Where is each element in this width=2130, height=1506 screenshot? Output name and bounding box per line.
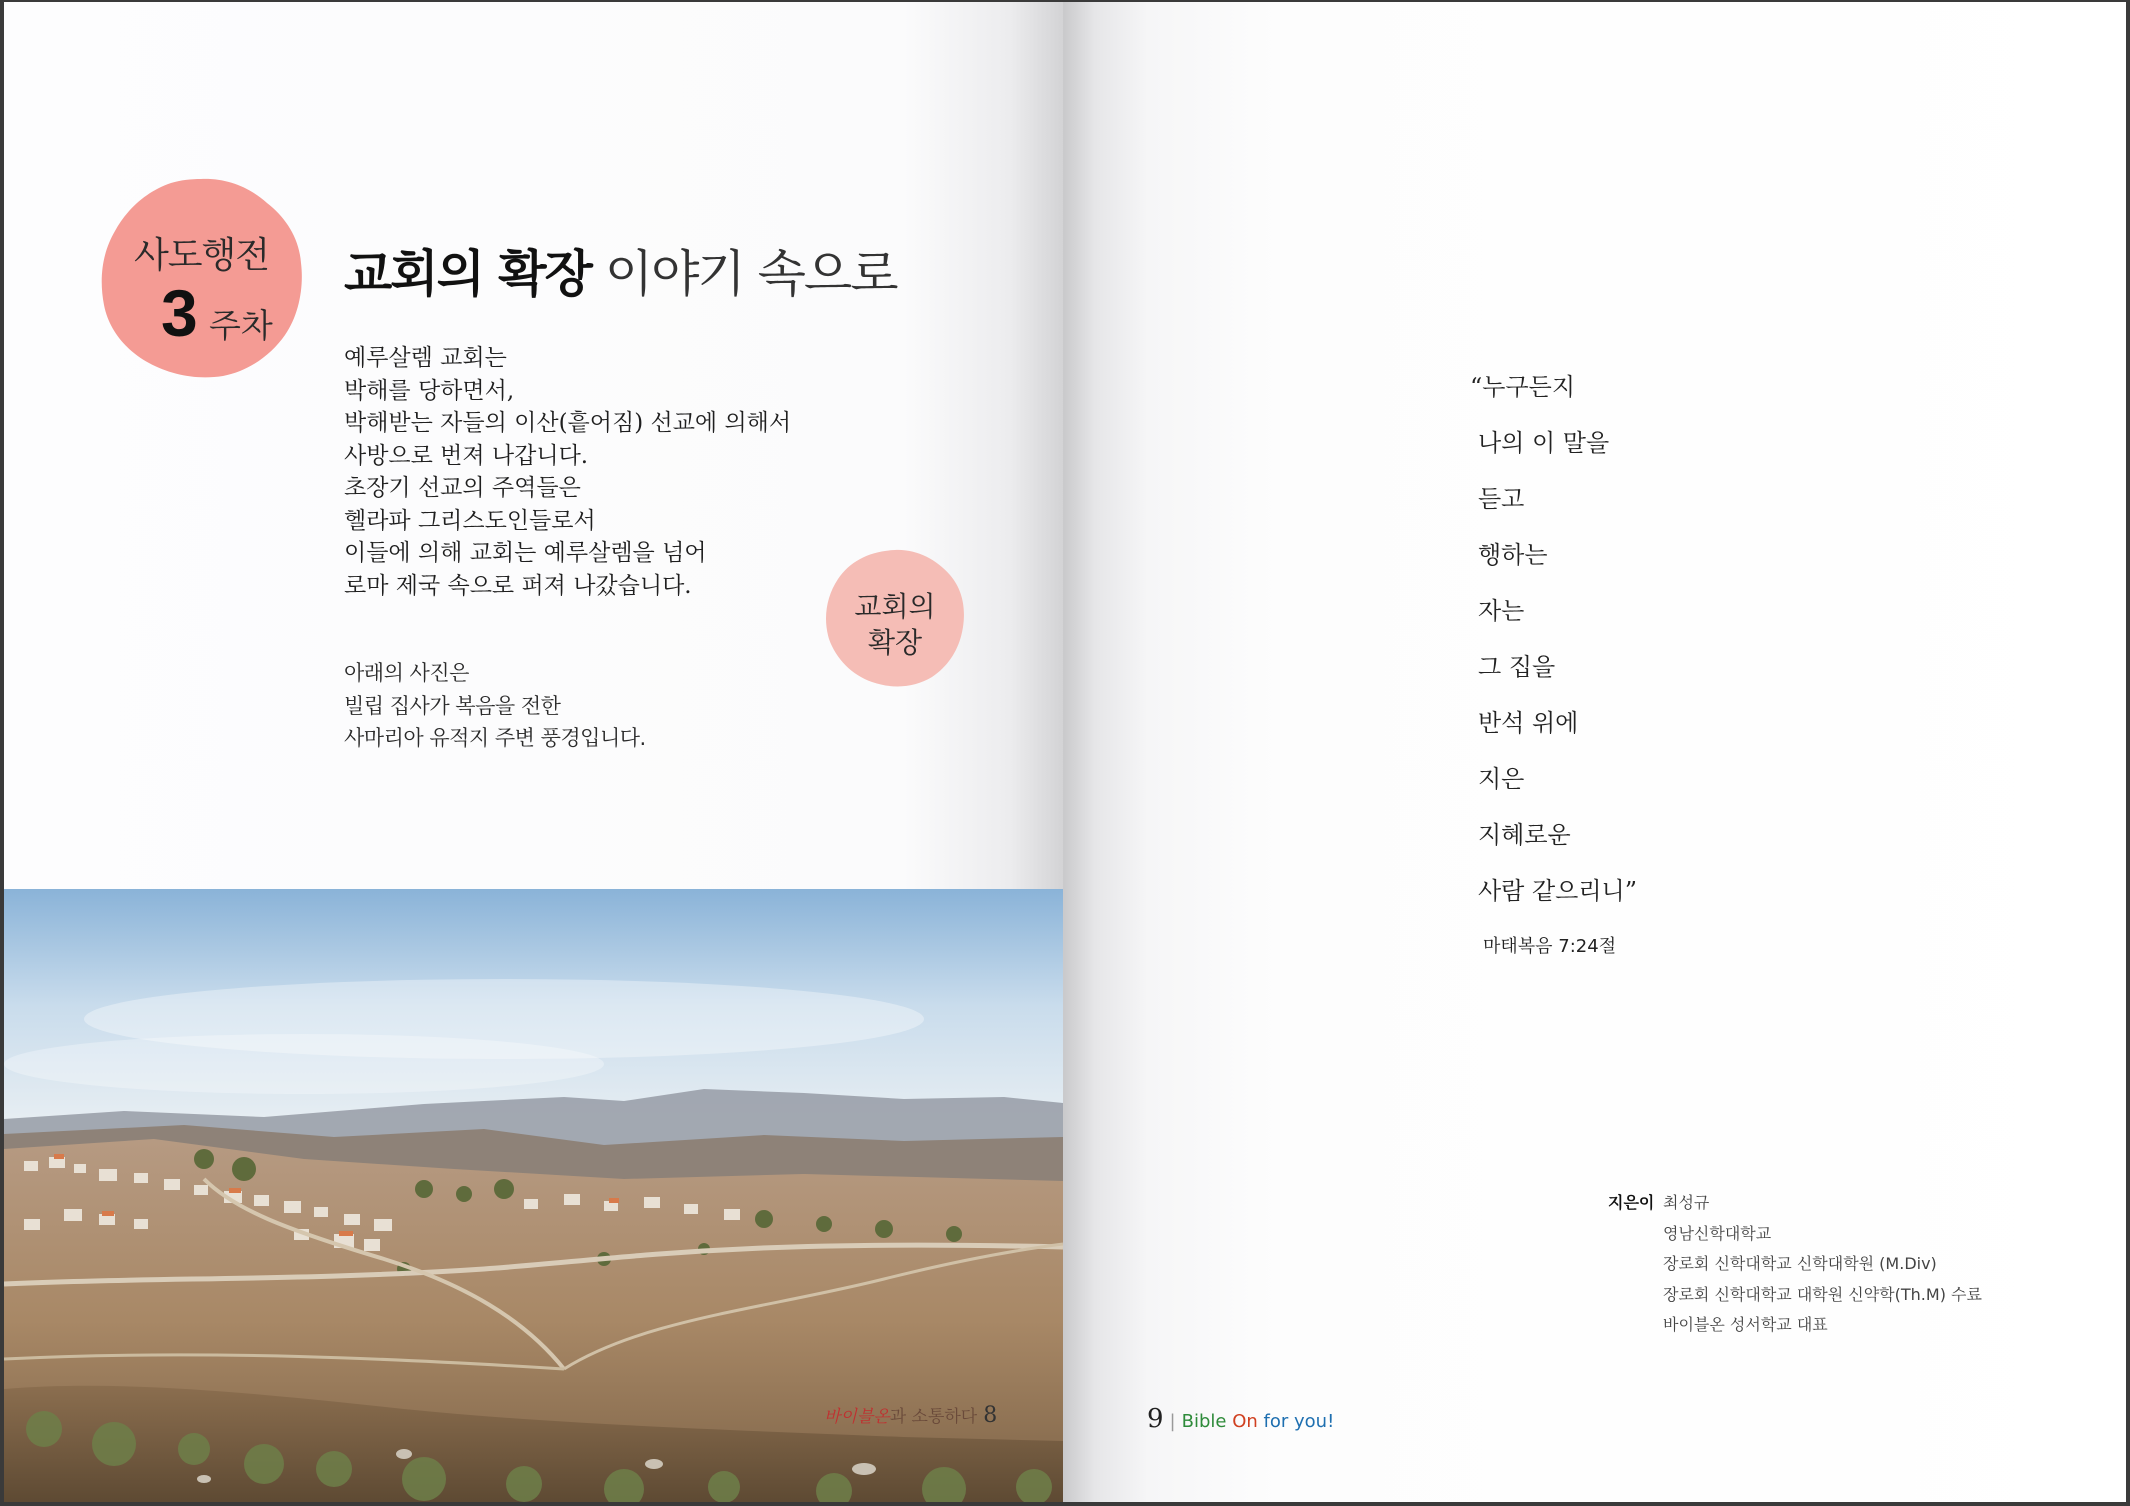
caption-line: 아래의 사진은 [344,661,469,685]
footer-text: 과 소통하다 [889,1407,978,1427]
brand-for-you: for you! [1263,1411,1335,1432]
body-line: 이들에 의해 교회는 예루살렘을 넘어 [344,540,707,566]
verse-line: 지혜로운 [1478,821,1571,849]
verse-line: 나의 이 말을 [1478,429,1610,457]
caption-line: 사마리아 유적지 주변 풍경입니다. [344,726,646,750]
verse-line: 자는 [1478,597,1525,625]
body-line: 사방으로 번져 나갑니다. [344,442,589,469]
title-bold: 교회의 확장 [344,245,591,303]
badge-week-unit: 주차 [209,306,273,345]
badge-book-name: 사도행전 [133,235,270,276]
body-line: 예루살렘 교회는 [344,345,507,371]
body-line: 박해를 당하면서, [344,377,515,404]
page-title [344,234,897,306]
tag-label [824,589,966,661]
title-light: 이야기 속으로 [604,245,897,303]
tag-line: 확장 [867,626,923,659]
footer-brand: 바이블온 [824,1407,890,1427]
author-name: 최성규 [1663,1193,1710,1212]
left-page [4,2,1063,1502]
topic-tag [824,547,966,689]
author-lines [1663,1188,1982,1341]
author-credential: 영남신학대학교 [1663,1223,1772,1243]
body-paragraph [344,342,791,602]
body-line: 헬라파 그리스도인들로서 [344,507,596,534]
verse-reference: 마태복음 7:24절 [1483,936,1617,957]
right-page [1063,2,2126,1502]
verse-line: 사람 같으리니” [1478,877,1638,905]
body-line: 박해받는 자들의 이산(흩어짐) 선교에 의해서 [344,410,792,436]
photo-caption [344,657,646,755]
brand-bible: Bible [1181,1411,1227,1432]
author-credential: 장로회 신학대학교 신학대학원 (M.Div) [1663,1254,1937,1273]
author-credential: 장로회 신학대학교 대학원 신약학(Th.M) 수료 [1663,1284,1982,1304]
verse-line: 지은 [1478,765,1525,793]
week-badge [99,175,304,380]
footer-separator: | [1169,1411,1176,1432]
tag-line: 교회의 [854,590,936,623]
footer-left [824,1402,997,1428]
body-line: 로마 제국 속으로 퍼져 나갔습니다. [344,572,692,599]
page-number-right: 9 [1147,1404,1164,1434]
body-line: 초장기 선교의 주역들은 [344,475,581,501]
caption-line: 빌립 집사가 복음을 전한 [344,693,561,718]
verse-line: “누구든지 [1470,373,1576,401]
verse-line: 행하는 [1478,541,1548,569]
author-credential: 바이블온 성서학교 대표 [1663,1315,1828,1334]
book-spread [4,2,2126,1502]
page-number-left: 8 [983,1403,998,1428]
author-label: 지은이 [1608,1193,1655,1212]
verse-line: 그 집을 [1478,653,1556,681]
verse-line: 듣고 [1478,485,1525,513]
badge-week-number: 3 [161,276,195,350]
verse-line: 반석 위에 [1478,709,1579,737]
brand-on: On [1232,1411,1258,1432]
footer-right [1147,1404,1334,1434]
